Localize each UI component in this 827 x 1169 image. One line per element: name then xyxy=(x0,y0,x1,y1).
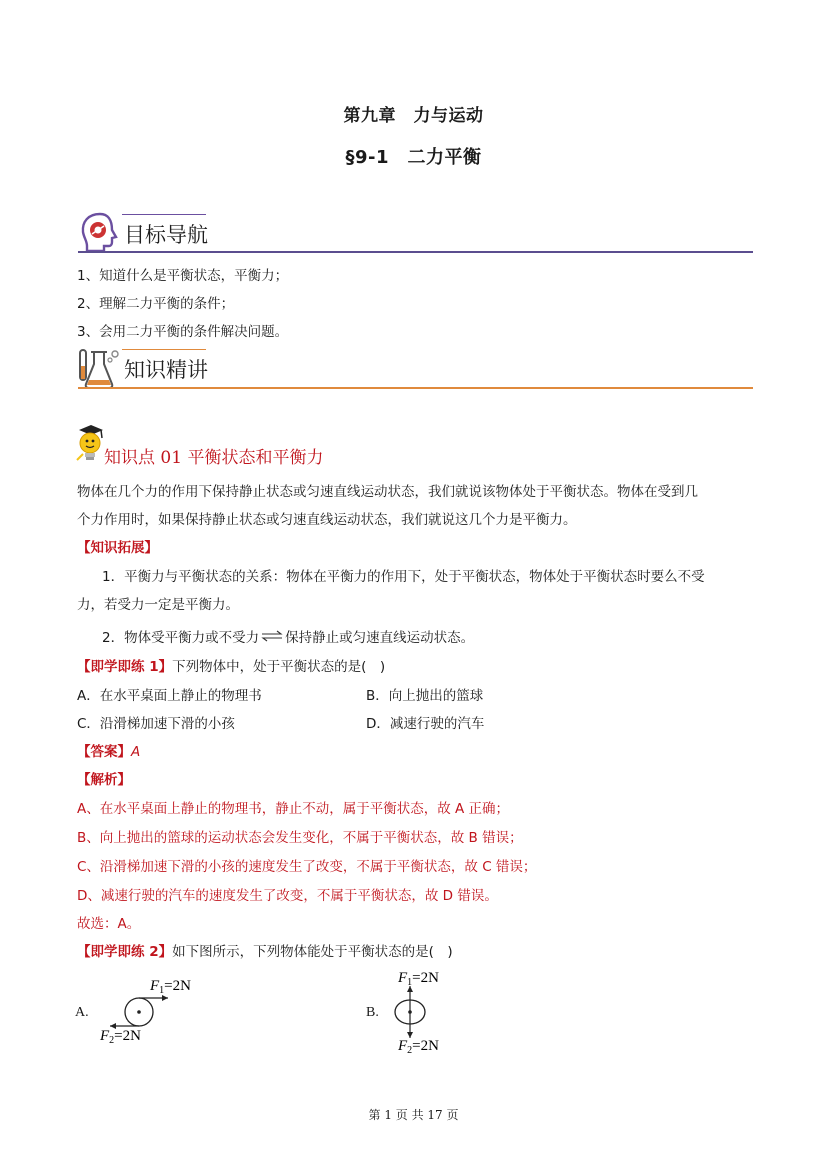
answer-value: A xyxy=(131,744,141,760)
intro-line-1: 物体在几个力的作用下保持静止状态或匀速直线运动状态，我们就说该物体处于平衡状态。物体在受到几 xyxy=(77,484,698,500)
extension-1-line-2: 力，若受力一定是平衡力。 xyxy=(77,597,239,613)
figure-a-letter: A. xyxy=(75,1005,89,1020)
exercise-2-question-line xyxy=(77,940,453,960)
lightbulb-graduate-icon xyxy=(74,422,108,468)
analysis-line-a: A、在水平桌面上静止的物理书，静止不动，属于平衡状态，故 A 正确； xyxy=(77,801,510,817)
extension-2 xyxy=(102,626,474,646)
knowledge-rule xyxy=(78,387,753,389)
extension-2-after: 保持静止或匀速直线运动状态。 xyxy=(285,630,475,646)
extension-label: 【知识拓展】 xyxy=(77,540,158,556)
exercise-1-option-c: C．沿滑梯加速下滑的小孩 xyxy=(77,716,235,732)
figure-b-f2-label: $F_2=2N$ xyxy=(398,1038,439,1056)
equilibrium-arrows-icon xyxy=(261,630,283,646)
goal-rule xyxy=(78,251,753,253)
knowledge-heading: 知识精讲 xyxy=(124,358,208,382)
goal-heading-overline xyxy=(122,214,206,215)
intro-line-2: 个力作用时，如果保持静止状态或匀速直线运动状态，我们就说这几个力是平衡力。 xyxy=(77,512,577,528)
goal-heading: 目标导航 xyxy=(124,223,208,247)
figure-a-f1-label: $F_1=2N$ xyxy=(150,978,191,996)
analysis-line-b: B、向上抛出的篮球的运动状态会发生变化，不属于平衡状态，故 B 错误； xyxy=(77,830,523,846)
exercise-1-question-line xyxy=(77,655,385,675)
knowledge-point-title: 知识点 01 平衡状态和平衡力 xyxy=(104,448,324,468)
exercise-1-option-a: A．在水平桌面上静止的物理书 xyxy=(77,688,262,704)
page-footer: 第 1 页 共 17 页 xyxy=(368,1108,459,1122)
exercise-1-option-b: B．向上抛出的篮球 xyxy=(366,688,484,704)
goal-item-1: 1、知道什么是平衡状态，平衡力； xyxy=(77,268,289,284)
figure-a-f2-label: $F_2=2N$ xyxy=(100,1028,141,1046)
goal-item-3: 3、会用二力平衡的条件解决问题。 xyxy=(77,324,289,340)
analysis-label: 【解析】 xyxy=(77,772,131,788)
exercise-1-answer-line xyxy=(77,740,140,760)
analysis-conclusion: 故选：A。 xyxy=(77,916,141,932)
knowledge-heading-overline xyxy=(122,349,206,350)
analysis-line-c: C、沿滑梯加速下滑的小孩的速度发生了改变，不属于平衡状态，故 C 错误； xyxy=(77,859,537,875)
figure-b-f1-label: $F_1=2N$ xyxy=(398,970,439,988)
figure-b-letter: B. xyxy=(366,1005,379,1020)
section-title: §9-1 二力平衡 xyxy=(345,147,482,168)
exercise-1-question: 下列物体中，处于平衡状态的是( ) xyxy=(172,659,386,675)
figure-a xyxy=(96,972,206,1056)
analysis-line-d: D、减速行驶的汽车的速度发生了改变，不属于平衡状态，故 D 错误。 xyxy=(77,888,498,904)
exercise-2-question: 如下图所示，下列物体能处于平衡状态的是( ) xyxy=(172,944,453,960)
extension-1-line-1: 1．平衡力与平衡状态的关系：物体在平衡力的作用下，处于平衡状态，物体处于平衡状态时要么不受 xyxy=(102,569,705,585)
goal-item-2: 2、理解二力平衡的条件； xyxy=(77,296,235,312)
exercise-2-label: 【即学即练 2】 xyxy=(77,944,173,960)
extension-2-before: 2．物体受平衡力或不受力 xyxy=(102,630,260,646)
answer-label: 【答案】 xyxy=(77,744,131,760)
chapter-title: 第九章 力与运动 xyxy=(343,106,484,126)
exercise-1-option-d: D．减速行驶的汽车 xyxy=(366,716,485,732)
figure-b xyxy=(388,964,468,1064)
exercise-1-label: 【即学即练 1】 xyxy=(77,659,173,675)
